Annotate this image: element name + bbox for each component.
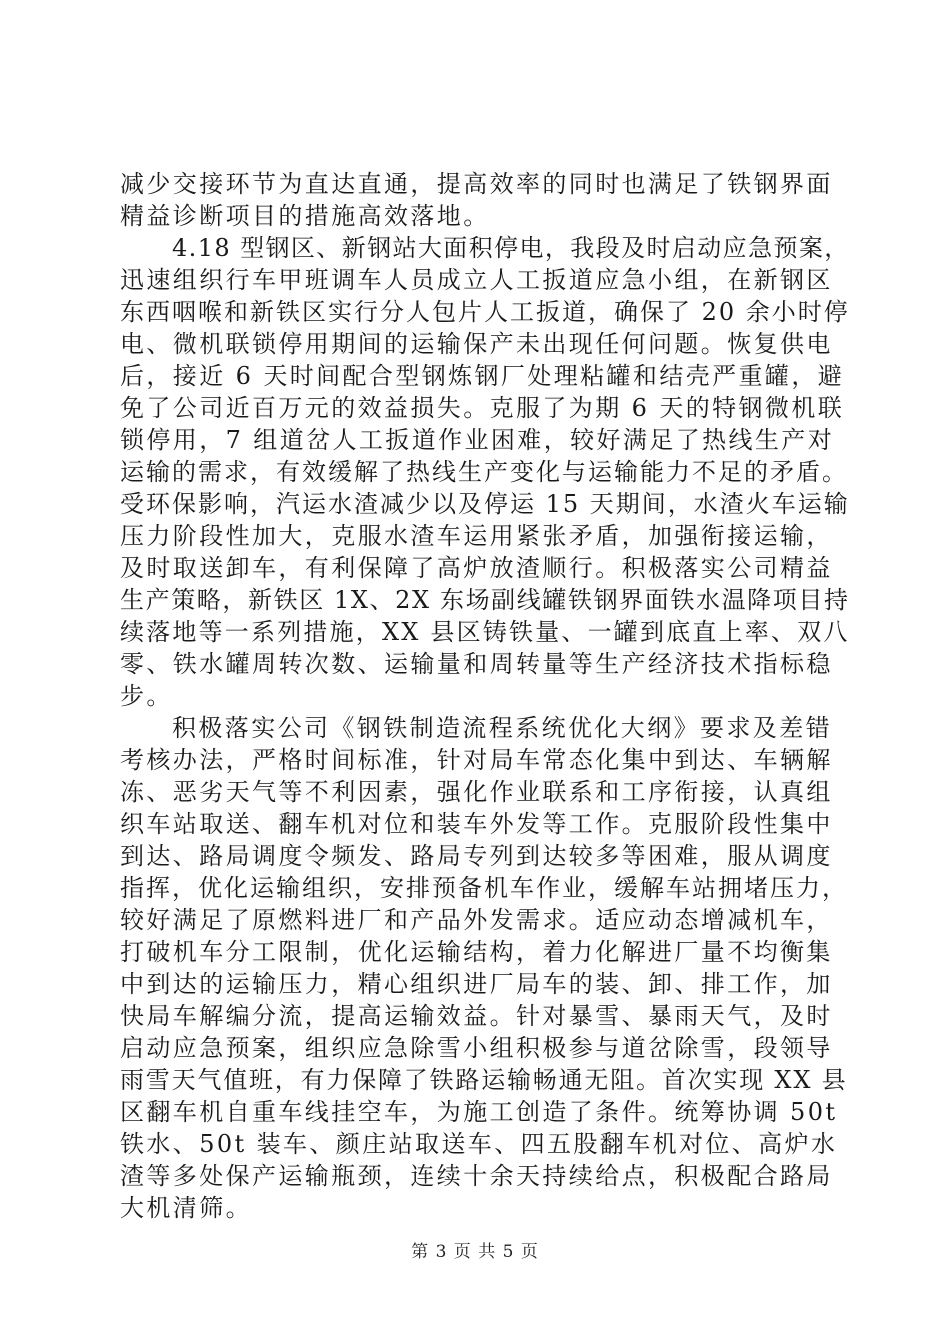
text-line: 中到达的运输压力，精心组织进厂局车的装、卸、排工作，加 [120, 970, 833, 998]
text-line: 减少交接环节为直达直通，提高效率的同时也满足了铁钢界面 [120, 170, 833, 198]
text-line: 到达、路局调度令频发、路局专列到达较多等困难，服从调度 [120, 842, 833, 870]
text-line: 打破机车分工限制，优化运输结构，着力化解进厂量不均衡集 [120, 938, 833, 966]
page-number-footer: 第 3 页 共 5 页 [411, 1242, 539, 1262]
text-line: 雨雪天气值班，有力保障了铁路运输畅通无阻。首次实现 XX 县 [120, 1066, 848, 1094]
text-line: 较好满足了原燃料进厂和产品外发需求。适应动态增减机车， [120, 906, 833, 934]
text-line: 区翻车机自重车线挂空车，为施工创造了条件。统筹协调 50t [120, 1098, 838, 1126]
paragraph-start-line: 积极落实公司《钢铁制造流程系统优化大纲》要求及差错 [172, 714, 832, 742]
text-line: 续落地等一系列措施，XX 县区铸铁量、一罐到底直上率、双八 [120, 618, 850, 646]
text-line: 织车站取送、翻车机对位和装车外发等工作。克服阶段性集中 [120, 810, 833, 838]
text-line: 免了公司近百万元的效益损失。克服了为期 6 天的特钢微机联 [120, 394, 845, 422]
text-line: 启动应急预案，组织应急除雪小组积极参与道岔除雪，段领导 [120, 1034, 833, 1062]
text-line: 后，接近 6 天时间配合型钢炼钢厂处理粘罐和结壳严重罐，避 [120, 362, 845, 390]
text-line: 受环保影响，汽运水渣减少以及停运 15 天期间，水渣火车运输 [120, 490, 850, 518]
text-line: 铁水、50t 装车、颜庄站取送车、四五股翻车机对位、高炉水 [120, 1130, 838, 1158]
text-line: 零、铁水罐周转次数、运输量和周转量等生产经济技术指标稳 [120, 650, 833, 678]
text-line: 指挥，优化运输组织，安排预备机车作业，缓解车站拥堵压力， [120, 874, 848, 902]
text-line: 快局车解编分流，提高运输效益。针对暴雪、暴雨天气，及时 [120, 1002, 833, 1030]
text-line: 步。 [120, 682, 173, 710]
text-line: 运输的需求，有效缓解了热线生产变化与运输能力不足的矛盾。 [120, 458, 848, 486]
document-body [120, 168, 850, 1224]
paragraph-start-line: 4.18 型钢区、新钢站大面积停电，我段及时启动应急预案， [172, 234, 850, 262]
text-line: 电、微机联锁停用期间的运输保产未出现任何问题。恢复供电 [120, 330, 833, 358]
text-line: 及时取送卸车，有利保障了高炉放渣顺行。积极落实公司精益 [120, 554, 833, 582]
text-line: 压力阶段性加大，克服水渣车运用紧张矛盾，加强衔接运输， [120, 522, 833, 550]
text-line: 锁停用，7 组道岔人工扳道作业困难，较好满足了热线生产对 [120, 426, 835, 454]
text-line: 考核办法，严格时间标准，针对局车常态化集中到达、车辆解 [120, 746, 833, 774]
text-line: 生产策略，新铁区 1X、2X 东场副线罐铁钢界面铁水温降项目持 [120, 586, 850, 614]
text-line: 冻、恶劣天气等不利因素，强化作业联系和工序衔接，认真组 [120, 778, 833, 806]
text-line: 迅速组织行车甲班调车人员成立人工扳道应急小组，在新钢区 [120, 266, 833, 294]
text-line: 东西咽喉和新铁区实行分人包片人工扳道，确保了 20 余小时停 [120, 298, 850, 326]
text-line: 渣等多处保产运输瓶颈，连续十余天持续给点，积极配合路局 [120, 1162, 833, 1190]
text-line: 大机清筛。 [120, 1194, 252, 1222]
text-line: 精益诊断项目的措施高效落地。 [120, 202, 490, 230]
